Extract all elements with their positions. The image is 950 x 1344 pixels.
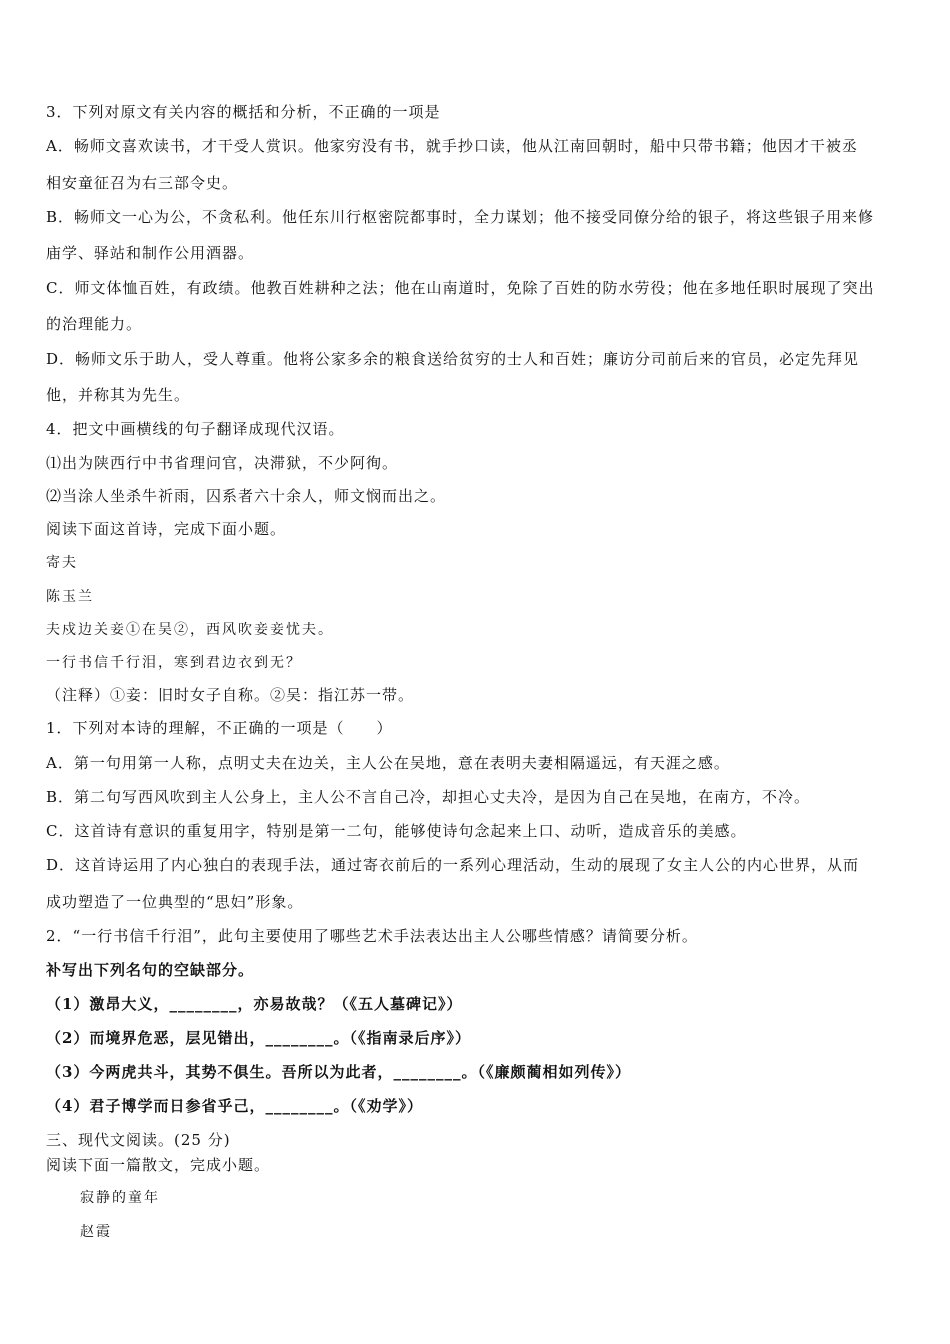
poem-notes: （注释）①妾：旧时女子自称。②吴：指江苏一带。: [46, 686, 415, 704]
option-c-line-1: C．师文体恤百姓，有政绩。他教百姓耕种之法；他在山南道时，免除了百姓的防水劳役；他在多地任职时展现了突出: [46, 279, 875, 297]
fill-in-item-1: （1）激昂大义，________，亦易故哉？（《五人墓碑记》）: [46, 995, 463, 1013]
poem-line-2: 一行书信千行泪，寒到君边衣到无？: [46, 655, 302, 671]
option-b-line-1: B．畅师文一心为公，不贪私利。他任东川行枢密院都事时，全力谋划；他不接受同僚分给的银子，将这些银子用来修: [46, 208, 875, 226]
poem-title: 寄夫: [46, 555, 78, 571]
poem-option-b: B．第二句写西风吹到主人公身上，主人公不言自己冷，却担心丈夫冷，是因为自己在吴地，在南方，不冷。: [46, 788, 811, 806]
option-a-line-1: A．畅师文喜欢读书，才干受人赏识。他家穷没有书，就手抄口读，他从江南回朝时，船中只带书籍；他因才干被丞: [46, 137, 858, 155]
poem-option-a: A．第一句用第一人称，点明丈夫在边关，主人公在吴地，意在表明夫妻相隔遥远，有天涯之感。: [46, 754, 730, 772]
prose-instruction: 阅读下面一篇散文，完成小题。: [46, 1156, 271, 1174]
poem-option-c: C．这首诗有意识的重复用字，特别是第一二句，能够使诗句念起来上口、动听，造成音乐的美感。: [46, 822, 747, 840]
option-d-line-1: D．畅师文乐于助人，受人尊重。他将公家多余的粮食送给贫穷的士人和百姓；廉访分司前后来的官员，必定先拜见: [46, 350, 860, 368]
poem-instruction: 阅读下面这首诗，完成下面小题。: [46, 520, 287, 538]
poem-line-1: 夫戍边关妾①在吴②，西风吹妾妾忧夫。: [46, 622, 334, 638]
section-3-heading: 三、现代文阅读。(25 分): [46, 1131, 231, 1149]
fill-in-item-2: （2）而境界危恶，层见错出，________。（《指南录后序》）: [46, 1029, 471, 1047]
option-b-line-2: 庙学、驿站和制作公用酒器。: [46, 244, 255, 262]
option-d-line-2: 他，并称其为先生。: [46, 386, 191, 404]
fill-in-heading: 补写出下列名句的空缺部分。: [46, 961, 255, 979]
translation-item-2: ⑵当涂人坐杀牛祈雨，囚系者六十余人，师文悯而出之。: [46, 487, 447, 505]
fill-in-item-3: （3）今两虎共斗，其势不俱生。吾所以为此者，________。（《廉颇蔺相如列传》）: [46, 1063, 631, 1081]
prose-title: 寂静的童年: [80, 1190, 160, 1206]
fill-in-item-4: （4）君子博学而日参省乎己，________。（《劝学》）: [46, 1097, 423, 1115]
poem-question-1-stem: 1．下列对本诗的理解，不正确的一项是（ ）: [46, 719, 393, 737]
poem-option-d-line-2: 成功塑造了一位典型的“思妇”形象。: [46, 893, 304, 911]
poem-question-2: 2．“一行书信千行泪”，此句主要使用了哪些艺术手法表达出主人公哪些情感？请简要分析。: [46, 927, 698, 945]
poem-option-d-line-1: D．这首诗运用了内心独白的表现手法，通过寄衣前后的一系列心理活动，生动的展现了女主人公的内心世界，从而: [46, 856, 860, 874]
question-4-stem: 4．把文中画横线的句子翻译成现代汉语。: [46, 420, 345, 438]
prose-author: 赵霞: [80, 1224, 112, 1240]
poem-author: 陈玉兰: [46, 589, 94, 605]
translation-item-1: ⑴出为陕西行中书省理问官，决滞狱，不少阿徇。: [46, 454, 399, 472]
question-3-stem: 3．下列对原文有关内容的概括和分析，不正确的一项是: [46, 103, 441, 121]
option-a-line-2: 相安童征召为右三部令史。: [46, 174, 239, 192]
option-c-line-2: 的治理能力。: [46, 315, 143, 333]
